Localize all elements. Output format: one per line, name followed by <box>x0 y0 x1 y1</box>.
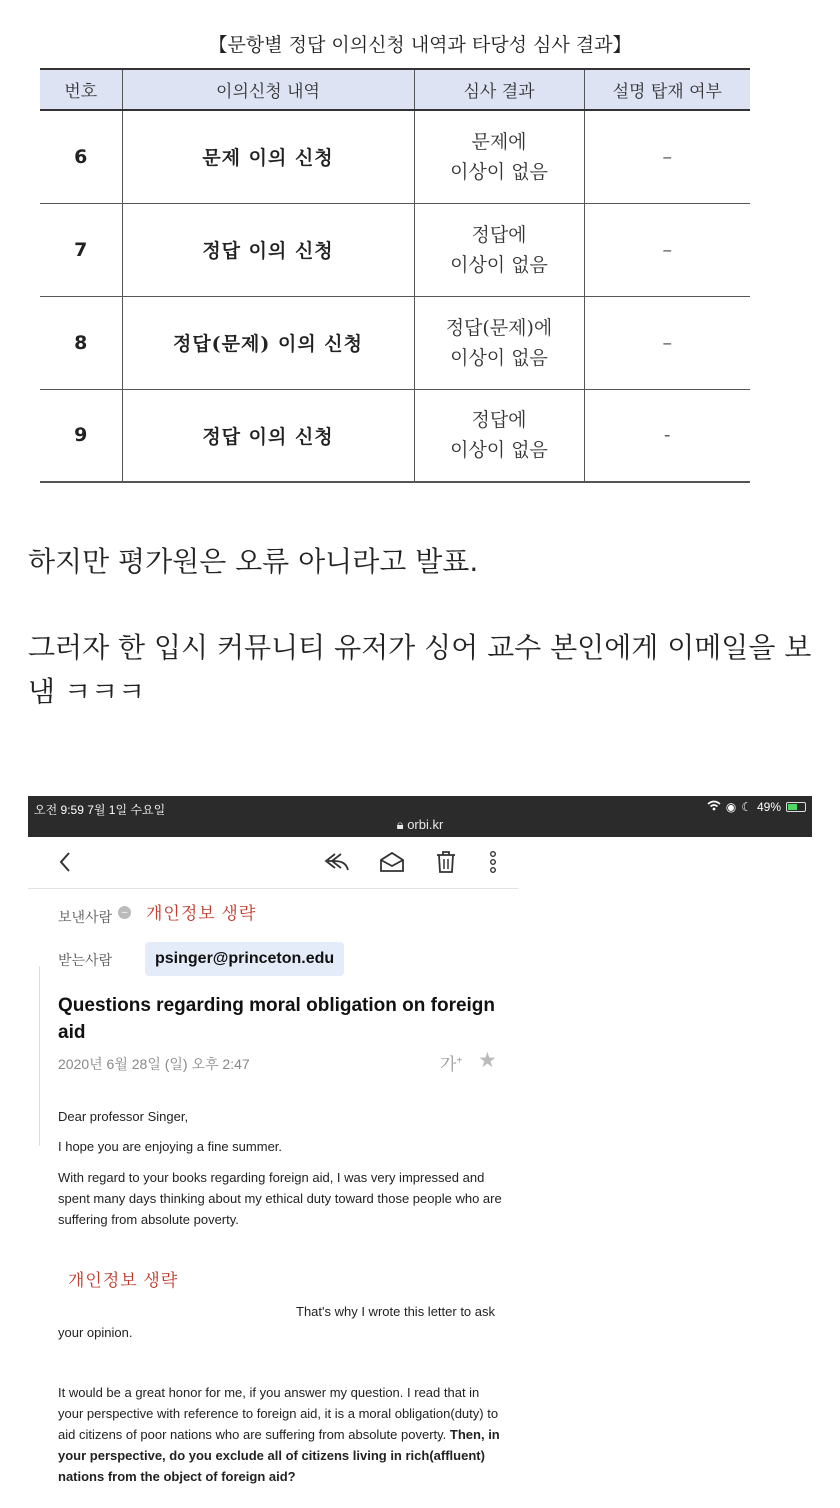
email-date: 2020년 6월 28일 (일) 오후 2:47 <box>58 1056 250 1072</box>
result-line: 이상이 없음 <box>450 346 548 369</box>
row-result <box>414 110 584 203</box>
redacted-note: 개인정보 생략 <box>68 1271 179 1290</box>
email-toolbar <box>28 837 518 889</box>
battery-percent: 49% <box>756 800 781 814</box>
row-number: 6 <box>40 110 122 203</box>
row-request: 정답 이의 신청 <box>122 203 414 296</box>
table-row <box>40 296 750 389</box>
row-number: 9 <box>40 389 122 482</box>
appeals-table <box>40 68 750 483</box>
email-paragraph-2-line-1: That's why I wrote this letter to ask <box>296 1304 495 1319</box>
more-vertical-icon[interactable] <box>478 847 508 877</box>
font-size-icon[interactable]: 가+ <box>440 1055 463 1074</box>
row-result <box>414 389 584 482</box>
moon-icon: ☾ <box>741 800 752 814</box>
thread-line <box>39 966 40 1146</box>
result-line: 정답에 <box>471 223 527 246</box>
row-request: 정답 이의 신청 <box>122 389 414 482</box>
row-number: 7 <box>40 203 122 296</box>
header-result: 심사 결과 <box>414 69 584 110</box>
email-paragraph-3-text: It would be a great honor for me, if you answer my question. I read that in your perspective with reference to foreign aid, it is a moral obligation(duty) to aid citizens of poor nations who are suffering from absolute poverty. <box>58 1385 499 1442</box>
result-line: 정답에 <box>471 409 527 432</box>
address-bar[interactable] <box>28 817 812 833</box>
header-number: 번호 <box>40 69 122 110</box>
status-indicators <box>707 800 806 814</box>
row-explanation: – <box>584 296 750 389</box>
table-row <box>40 203 750 296</box>
result-line: 이상이 없음 <box>450 160 548 183</box>
result-line: 문제에 <box>471 130 527 153</box>
reply-icon[interactable] <box>322 847 352 877</box>
row-result <box>414 296 584 389</box>
email-subject: Questions regarding moral obligation on foreign aid <box>58 995 496 1043</box>
recipient-chip[interactable]: psinger@princeton.edu <box>145 942 344 976</box>
commentary-paragraph-1: 하지만 평가원은 오류 아니라고 발표. <box>28 545 479 578</box>
result-line: 이상이 없음 <box>450 439 548 462</box>
email-paragraph-1: With regard to your books regarding foreign aid, I was very impressed and spent many days thinking about my ethical duty toward those people who are suffering from absolute poverty. <box>58 1170 502 1227</box>
wifi-icon <box>707 800 721 814</box>
star-icon[interactable]: ★ <box>478 1049 497 1072</box>
row-result <box>414 203 584 296</box>
email-paragraph-3 <box>58 1382 508 1487</box>
location-icon: ◉ <box>725 800 737 814</box>
row-explanation: – <box>584 203 750 296</box>
email-question: Then, in your perspective, do you exclude all of citizens living in rich(affluent) nations from the object of foreign aid? <box>58 1427 500 1484</box>
email-paragraph-2-line-2: your opinion. <box>58 1325 133 1340</box>
status-bar <box>28 796 812 837</box>
status-time: 오전 9:59 7월 1일 수요일 <box>34 803 166 817</box>
header-request: 이의신청 내역 <box>122 69 414 110</box>
battery-icon <box>786 802 806 812</box>
table-row <box>40 389 750 482</box>
table-title: 【문항별 정답 이의신청 내역과 타당성 심사 결과】 <box>208 34 632 56</box>
email-screenshot <box>28 796 812 1508</box>
mail-envelope-icon[interactable] <box>377 847 407 877</box>
address-url: orbi.kr <box>407 817 444 832</box>
row-request: 정답(문제) 이의 신청 <box>122 296 414 389</box>
trash-icon[interactable] <box>431 847 461 877</box>
back-icon[interactable] <box>50 847 80 877</box>
font-size-glyph: 가 <box>440 1055 457 1074</box>
email-greeting: Dear professor Singer, <box>58 1109 189 1124</box>
row-explanation: – <box>584 110 750 203</box>
header-explanation: 설명 탑재 여부 <box>584 69 750 110</box>
recipient-label: 받는사람 <box>58 952 113 968</box>
lock-icon: 🔒︎ <box>396 817 404 832</box>
sender-label: 보낸사람 <box>58 909 113 925</box>
sender-name[interactable]: 개인정보 생략 <box>146 904 257 923</box>
row-explanation: - <box>584 389 750 482</box>
sender-badge-icon: – <box>118 906 131 919</box>
result-line: 이상이 없음 <box>450 253 548 276</box>
row-number: 8 <box>40 296 122 389</box>
commentary-paragraph-2: 그러자 한 입시 커뮤니티 유저가 싱어 교수 본인에게 이메일을 보냄 ㅋㅋㅋ <box>28 631 812 708</box>
table-row <box>40 110 750 203</box>
email-line-1: I hope you are enjoying a fine summer. <box>58 1139 283 1154</box>
table-header-row <box>40 69 750 110</box>
row-request: 문제 이의 신청 <box>122 110 414 203</box>
result-line: 정답(문제)에 <box>445 316 553 339</box>
